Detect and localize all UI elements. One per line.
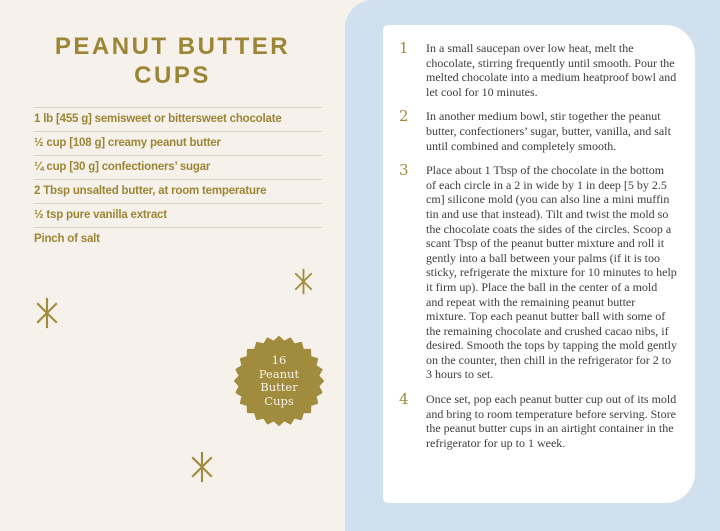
step-row [399, 163, 677, 382]
yield-badge-label [234, 336, 324, 426]
step-number: 4 [399, 390, 409, 409]
instructions-page [345, 0, 720, 531]
yield-word: Butter [260, 380, 298, 394]
ingredient-item: Pinch of salt [34, 227, 322, 251]
step-text: In a small saucepan over low heat, melt the chocolate, stirring frequently until smooth. Pour the melted chocolate into a medium heatproof bowl and let cool for 10 minutes. [426, 41, 677, 99]
step-text: Place about 1 Tbsp of the chocolate in the bottom of each circle in a 2 in wide by 1 in deep [5 by 2.5 cm] silicone mold (you can also line a mini muffin tin and use that instead). Tilt and twist the mold so the chocolate coats the sides of the circles. Scoop a scant Tbsp of the peanut butter mixture and roll it gently into a ball between your palms (if it is too sticky, refrigerate the mixture for 10 minutes to help it firm up). Place the ball in the center of a mold and repeat with the remaining peanut butter mixture. Top each peanut butter ball with some of the remaining chocolate and crushed cacao nibs, if desired. Smooth the tops by tapping the mold gently on the counter, then chill in the refrigerator for 2 to 3 hours to set. [426, 163, 677, 382]
step-row [399, 41, 677, 99]
yield-word: Peanut [258, 366, 300, 381]
ingredient-item: ¼ cup [30 g] confectioners’ sugar [34, 155, 322, 179]
page-title: PEANUT BUTTER CUPS [54, 33, 291, 89]
yield-word: Cups [264, 393, 294, 408]
step-number: 1 [399, 39, 409, 57]
yield-badge [234, 336, 324, 426]
steps-card [383, 25, 695, 503]
step-text: Once set, pop each peanut butter cup out of its mold and bring to room temperature before serving. Store the peanut butter cups in an airtight container in the refrigerator for up to 1 week. [426, 392, 677, 450]
sparkle-star-icon [290, 268, 317, 300]
sparkle-star-icon [186, 451, 218, 488]
ingredients-page [0, 0, 345, 531]
ingredients-list [34, 107, 322, 251]
sparkle-star-icon [31, 297, 63, 334]
ingredient-item: ½ tsp pure vanilla extract [34, 203, 322, 227]
step-row [399, 109, 677, 153]
ingredient-item: 2 Tbsp unsalted butter, at room temperature [34, 179, 322, 203]
ingredient-item: ½ cup [108 g] creamy peanut butter [34, 131, 322, 155]
step-number: 2 [399, 107, 409, 126]
step-row [399, 392, 677, 450]
yield-count: 16 [271, 353, 287, 367]
ingredient-item: 1 lb [455 g] semisweet or bittersweet chocolate [34, 107, 322, 131]
step-number: 3 [399, 161, 409, 180]
step-text: In another medium bowl, stir together the peanut butter, confectioners’ sugar, butter, vanilla, and salt until combined and completely smooth. [426, 109, 671, 153]
